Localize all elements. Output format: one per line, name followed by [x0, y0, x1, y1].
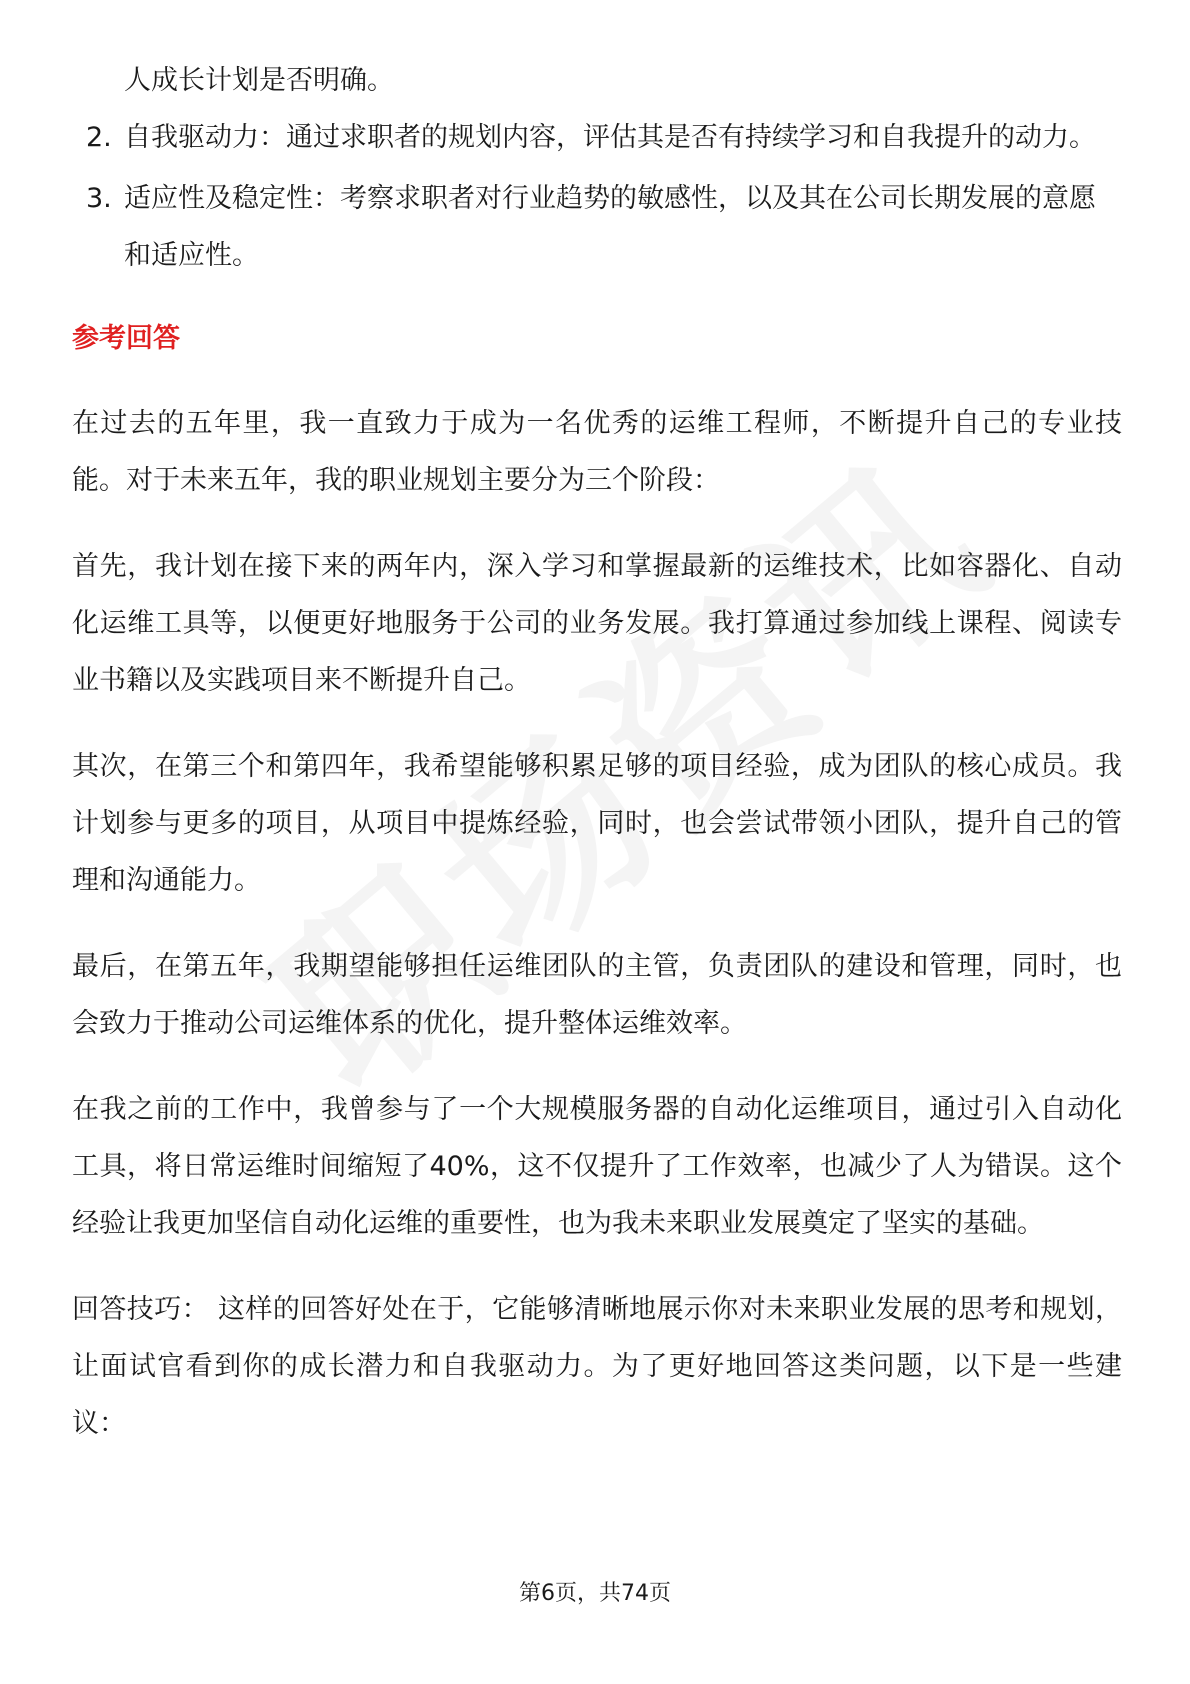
section-heading: 参考回答 — [72, 323, 180, 354]
criteria-text: 适应性及稳定性：考察求职者对行业趋势的敏感性，以及其在公司长期发展的意愿和适应性。 — [124, 183, 1096, 271]
page-content — [72, 52, 1122, 1481]
criteria-list — [72, 109, 1122, 284]
criteria-continuation: 人成长计划是否明确。 — [124, 65, 394, 96]
tips-paragraph: 回答技巧： 这样的回答好处在于，它能够清晰地展示你对未来职业发展的思考和规划，让面试官看到你的成长潜力和自我驱动力。为了更好地回答这类问题，以下是一些建议： — [72, 1294, 1122, 1439]
criteria-text: 自我驱动力：通过求职者的规划内容，评估其是否有持续学习和自我提升的动力。 — [124, 122, 1096, 153]
answer-paragraph: 首先，我计划在接下来的两年内，深入学习和掌握最新的运维技术，比如容器化、自动化运维工具等，以便更好地服务于公司的业务发展。我打算通过参加线上课程、阅读专业书籍以及实践项目来不断提升自己。 — [72, 551, 1122, 696]
answer-paragraph: 在过去的五年里，我一直致力于成为一名优秀的运维工程师，不断提升自己的专业技能。对于未来五年，我的职业规划主要分为三个阶段： — [72, 408, 1122, 496]
criteria-number: 3. — [86, 183, 112, 214]
answer-paragraph: 在我之前的工作中，我曾参与了一个大规模服务器的自动化运维项目，通过引入自动化工具，将日常运维时间缩短了40%，这不仅提升了工作效率，也减少了人为错误。这个经验让我更加坚信自动化运维的重要性，也为我未来职业发展奠定了坚实的基础。 — [72, 1094, 1122, 1239]
answer-paragraph: 最后，在第五年，我期望能够担任运维团队的主管，负责团队的建设和管理，同时，也会致力于推动公司运维体系的优化，提升整体运维效率。 — [72, 951, 1122, 1039]
page-footer: 第6页，共74页 — [519, 1581, 671, 1606]
criteria-item — [72, 109, 1122, 166]
criteria-item — [72, 170, 1122, 284]
answer-paragraph: 其次，在第三个和第四年，我希望能够积累足够的项目经验，成为团队的核心成员。我计划参与更多的项目，从项目中提炼经验，同时，也会尝试带领小团队，提升自己的管理和沟通能力。 — [72, 751, 1122, 896]
criteria-number: 2. — [86, 122, 112, 153]
